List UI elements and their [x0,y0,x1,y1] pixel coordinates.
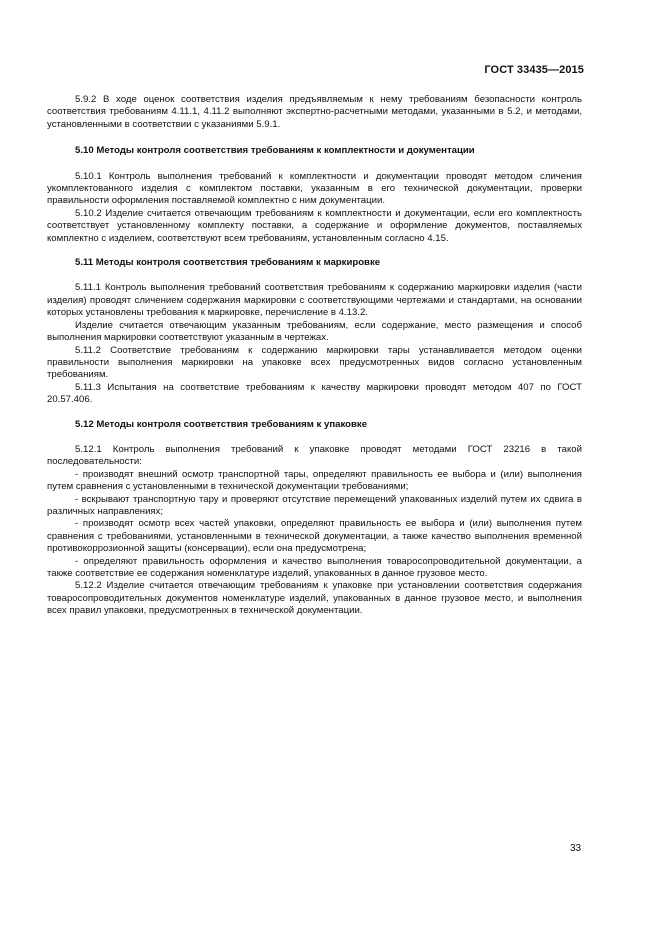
document-body [47,94,582,618]
list-item: - производят осмотр всех частей упаковки, определяют правильность ее выбора и (или) выполнения путем сравнения с требованиями, установленными в технической документации, а также качество выполнения временной противокоррозионной защиты (консервации), если она предусмотрена; [47,518,582,555]
paragraph-5-10-1: 5.10.1 Контроль выполнения требований к комплектности и документации проводят методом сличения укомплектованного изделия с комплектом поставки, указанным в его технической документации, проверки правильности оформления поставляемой комплектно с ним документации. [47,170,582,207]
paragraph-5-11-3: 5.11.3 Испытания на соответствие требованиям к качеству маркировки проводят методом 407 по ГОСТ 20.57.406. [47,381,582,406]
list-item: - вскрывают транспортную тару и проверяют отсутствие перемещений упакованных изделий путем их сдвига в различных направлениях; [47,493,582,517]
paragraph-5-11-1: 5.11.1 Контроль выполнения требований соответствия требованиям к содержанию маркировки изделия (части изделия) проводят сличением содержания маркировки с соответствующими чертежами и стандартами, на основании которых установлены требования к маркировке, перечисление в 4.13.2. [47,282,582,319]
page-number: 33 [570,843,582,854]
paragraph-5-11-1-note: Изделие считается отвечающим указанным требованиям, если содержание, место размещения и способ выполнения маркировки соответствуют указанным в чертежах. [47,319,582,344]
paragraph-5-10-2: 5.10.2 Изделие считается отвечающим требованиям к комплектности и документации, если его комплектность соответствует установленному комплекту поставки, а содержание и оформление документов, поставляемых комплектно с изделием, соответствуют всем требованиям, установленным согласно 4.15. [47,207,582,244]
section-heading-5-10: 5.10 Методы контроля соответствия требованиям к комплектности и документации [75,145,475,157]
standard-designation: ГОСТ 33435—2015 [484,64,584,76]
paragraph-5-12-2: 5.12.2 Изделие считается отвечающим требованиям к упаковке при установлении соответствия содержания товаросопроводительных документов номенклатуре изделий, упакованных в данное грузовое место, и выполнения всех правил упаковки, предусмотренных в технической документации. [47,580,582,617]
section-heading-5-12: 5.12 Методы контроля соответствия требованиям к упаковке [75,418,368,430]
list-item: - производят внешний осмотр транспортной тары, определяют правильность ее выбора и (или) выполнения путем сравнения с установленными в технической документации требованиями; [47,468,582,493]
paragraph-5-9-2: 5.9.2 В ходе оценок соответствия изделия предъявляемым к нему требованиям безопасности контроль соответствия требованиям 4.11.1, 4.11.2 выполняют экспертно-расчетными методами, указанными в 5.2, и методами, установленными в соответствии с указаниями 5.9.1. [47,94,582,130]
list-item: - определяют правильность оформления и качество выполнения товаросопроводительной документации, а также соответствие ее содержания номенклатуре изделий, упакованных в данное грузовое место. [47,555,582,579]
paragraph-5-11-2: 5.11.2 Соответствие требованиям к содержанию маркировки тары устанавливается методом оценки правильности выполнения маркировки на упаковке всех предусмотренных видов согласно установленным требованиям. [47,344,582,381]
section-heading-5-11: 5.11 Методы контроля соответствия требованиям к маркировке [75,257,381,269]
paragraph-5-12-1: 5.12.1 Контроль выполнения требований к упаковке проводят методами ГОСТ 23216 в такой последовательности: [47,443,582,468]
